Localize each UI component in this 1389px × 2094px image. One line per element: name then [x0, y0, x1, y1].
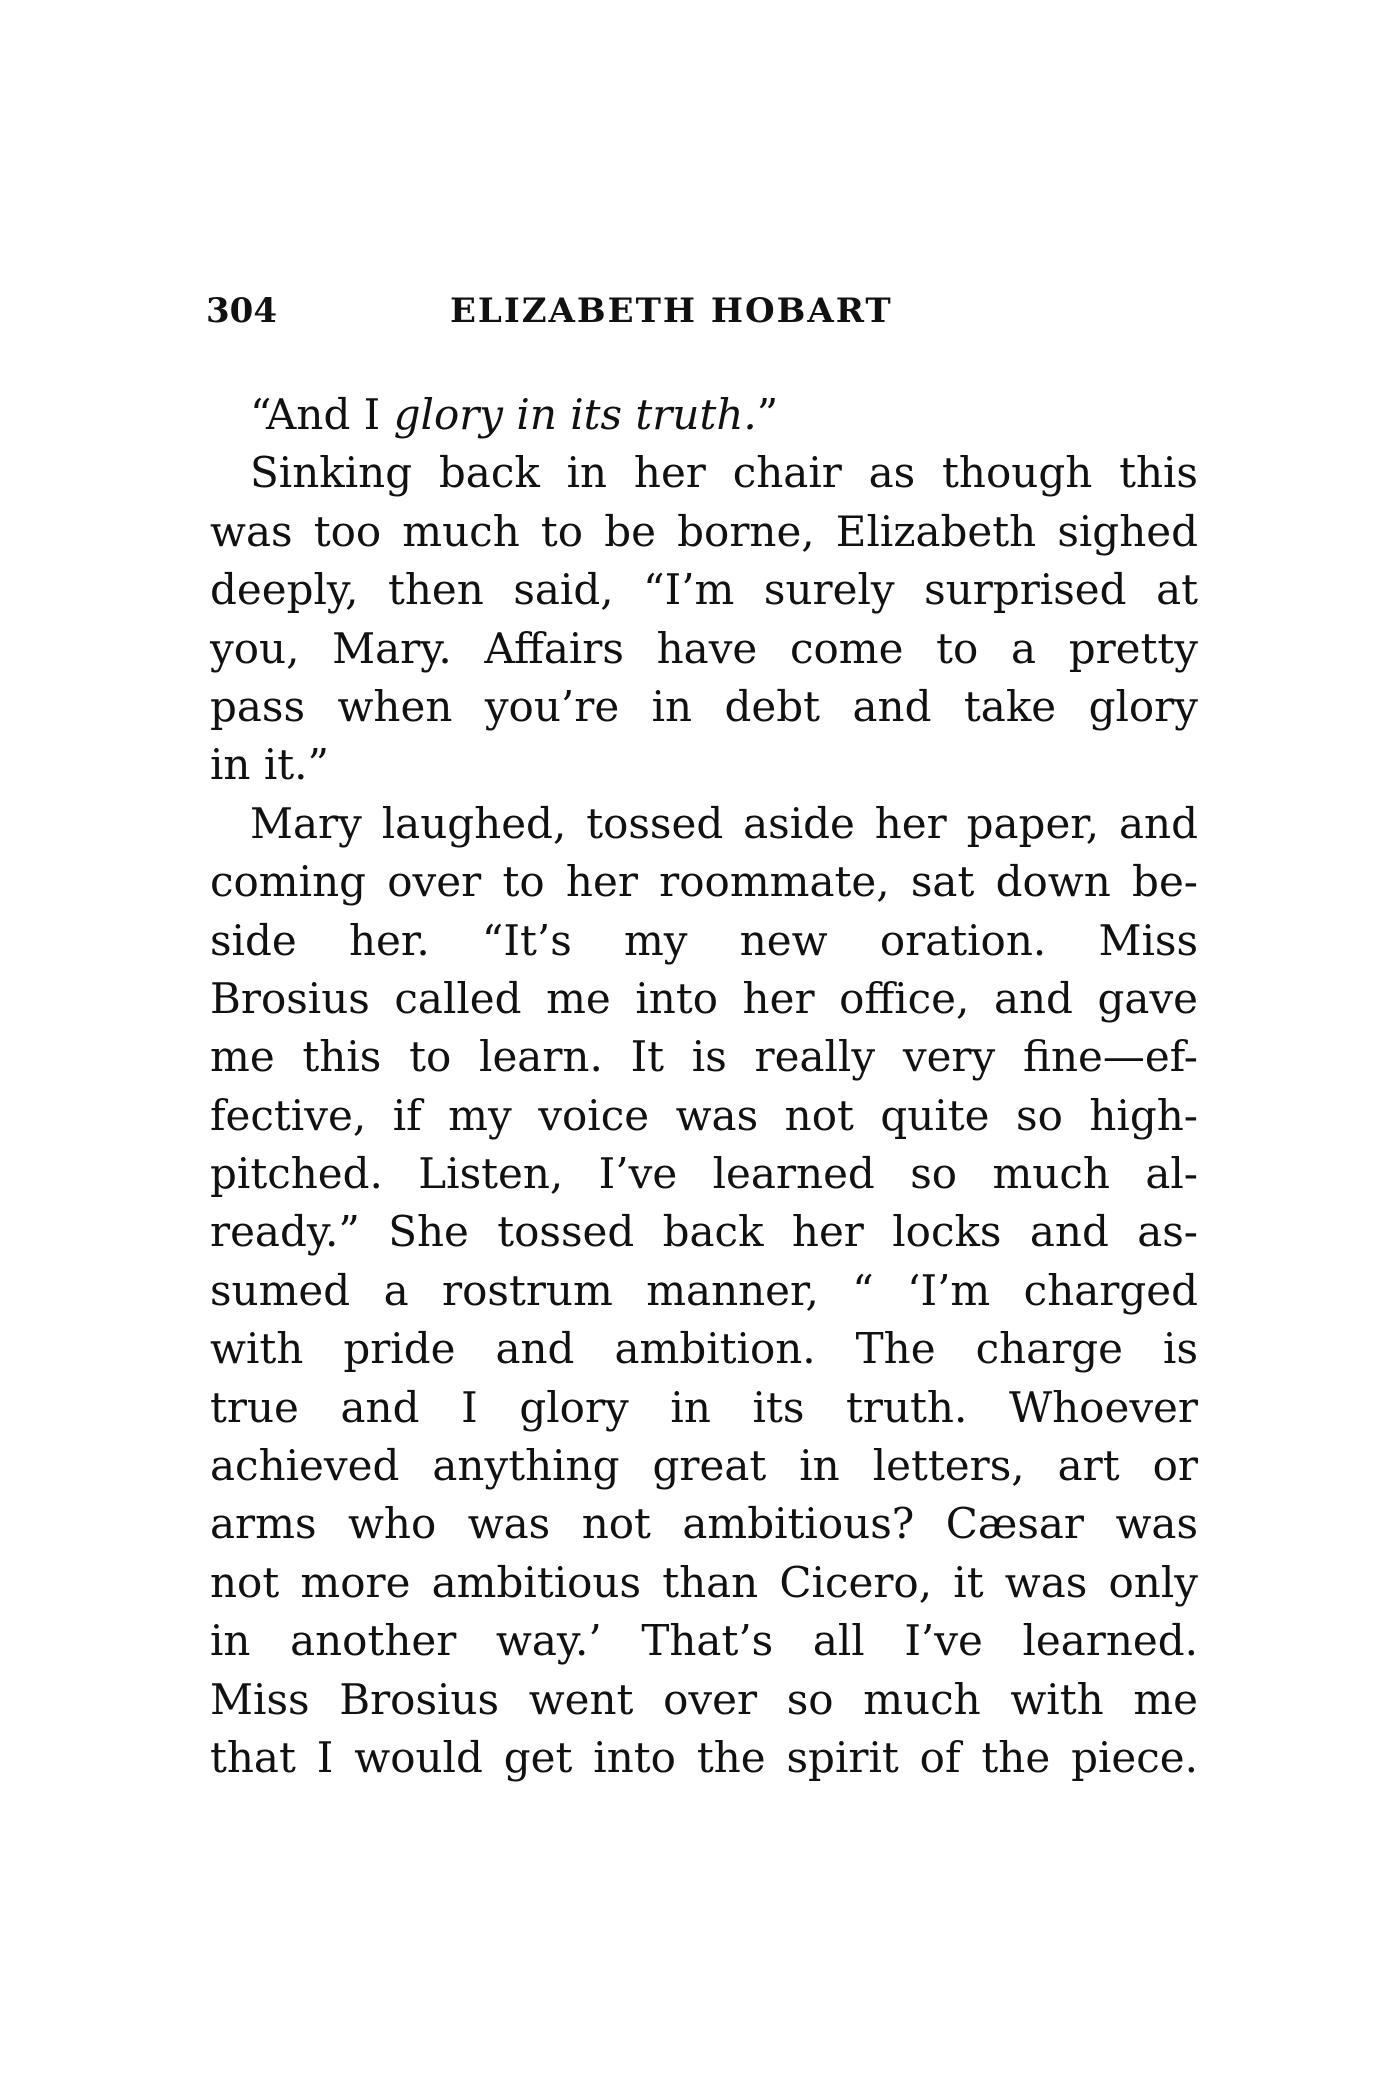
- text-line: Sinking back in her chair as though this: [250, 448, 1198, 498]
- text-line: side her. “It’s my new oration. Miss: [210, 915, 1198, 965]
- text-line: “And I glory in its truth.”: [250, 390, 779, 439]
- text-line: you, Mary. Affairs have come to a pretty: [210, 623, 1198, 673]
- text-line: achieved anything great in letters, art or: [210, 1441, 1198, 1491]
- text-line: true and I glory in its truth. Whoever: [210, 1382, 1198, 1432]
- text-line: Mary laughed, tossed aside her paper, and: [250, 798, 1198, 848]
- text-line: coming over to her roommate, sat down be-: [210, 857, 1198, 907]
- text-line: not more ambitious than Cicero, it was only: [210, 1557, 1198, 1607]
- running-title: ELIZABETH HOBART: [450, 291, 893, 331]
- text-line: that I would get into the spirit of the piece.: [210, 1732, 1198, 1782]
- text-line: was too much to be borne, Elizabeth sighed: [210, 506, 1198, 556]
- text-line: fective, if my voice was not quite so high-: [210, 1090, 1198, 1140]
- text-line: with pride and ambition. The charge is: [210, 1324, 1198, 1374]
- text-line: Miss Brosius went over so much with me: [210, 1674, 1198, 1724]
- text-line: deeply, then said, “I’m surely surprised at: [210, 565, 1198, 615]
- text-line: ready.” She tossed back her locks and as-: [210, 1207, 1198, 1257]
- text-line: pitched. Listen, I’ve learned so much al-: [210, 1149, 1198, 1199]
- text-line: in another way.’ That’s all I’ve learned.: [210, 1616, 1198, 1666]
- text-line: sumed a rostrum manner, “ ‘I’m charged: [210, 1265, 1198, 1315]
- text-line: arms who was not ambitious? Cæsar was: [210, 1499, 1198, 1549]
- text-line: in it.”: [210, 740, 329, 790]
- page-number: 304: [206, 291, 277, 331]
- body-text: [210, 386, 1198, 1787]
- text-line: me this to learn. It is really very fine—ef-: [210, 1032, 1198, 1082]
- running-head: [206, 291, 1196, 341]
- text-line: pass when you’re in debt and take glory: [210, 681, 1198, 731]
- italic-phrase: glory in its truth.: [393, 390, 757, 439]
- text-line: Brosius called me into her office, and gave: [210, 973, 1198, 1023]
